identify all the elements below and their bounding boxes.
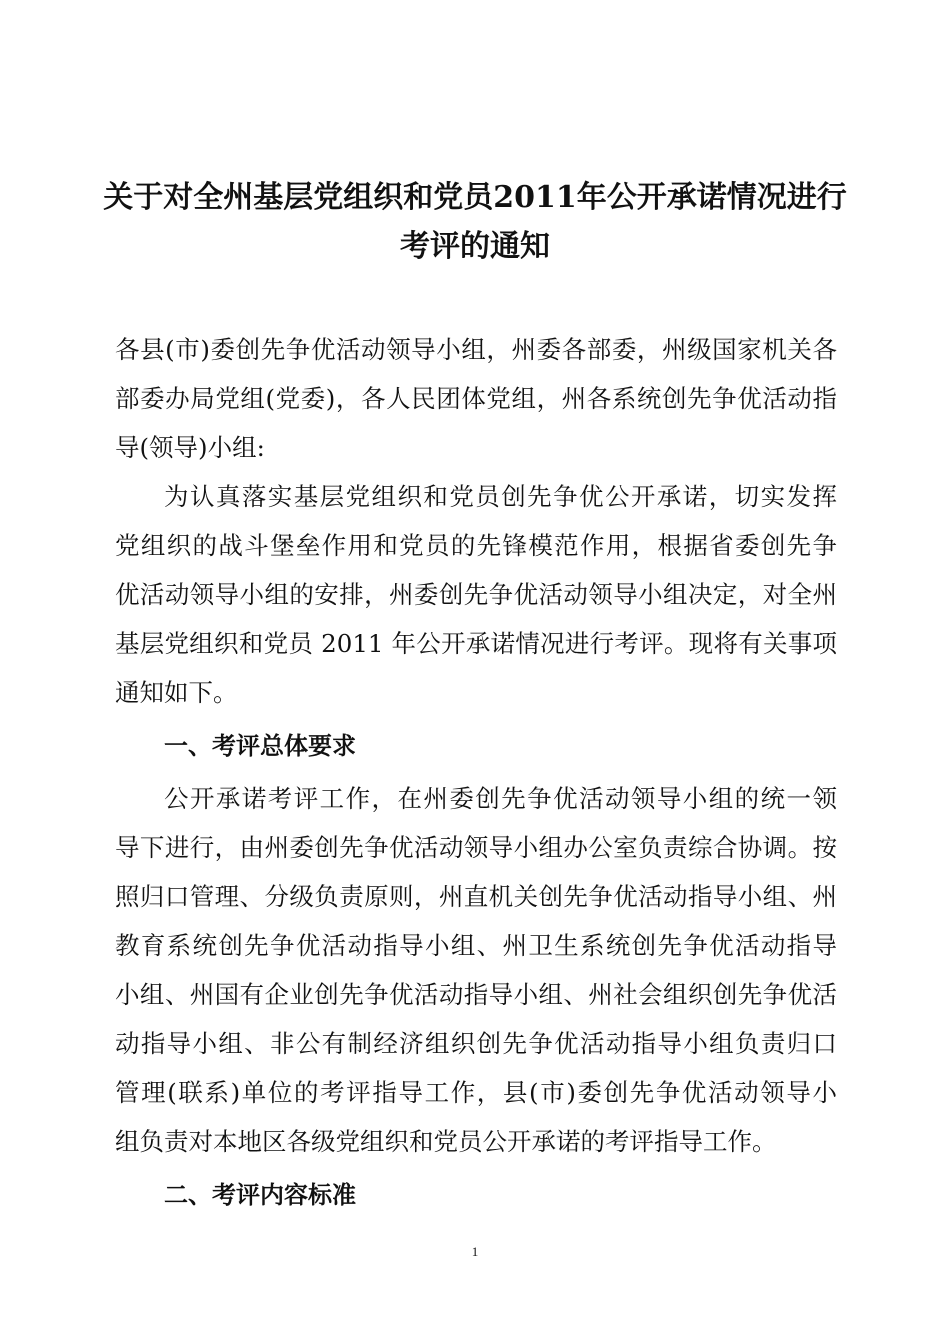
paragraph-line: 优活动领导小组的安排，州委创先争优活动领导小组决定，对全州 xyxy=(115,580,837,609)
paragraph-line: 为认真落实基层党组织和党员创先争优公开承诺，切实发挥 xyxy=(164,482,837,511)
paragraph-line: 动指导小组、非公有制经济组织创先争优活动指导小组负责归口 xyxy=(115,1029,837,1058)
paragraph-line: 教育系统创先争优活动指导小组、州卫生系统创先争优活动指导 xyxy=(115,931,837,960)
document-title-line-2: 考评的通知 xyxy=(400,229,550,264)
paragraph-line: 照归口管理、分级负责原则，州直机关创先争优活动指导小组、州 xyxy=(115,882,837,911)
paragraph-line: 公开承诺考评工作，在州委创先争优活动领导小组的统一领 xyxy=(164,784,837,813)
paragraph-line: 管理(联系)单位的考评指导工作，县(市)委创先争优活动领导小 xyxy=(115,1078,837,1107)
document-title-line-1: 关于对全州基层党组织和党员2011年公开承诺情况进行 xyxy=(103,180,847,215)
section-heading-1: 一、考评总体要求 xyxy=(164,732,356,760)
paragraph-line: 党组织的战斗堡垒作用和党员的先锋模范作用，根据省委创先争 xyxy=(115,531,837,560)
paragraph-line: 基层党组织和党员 2011 年公开承诺情况进行考评。现将有关事项 xyxy=(115,629,837,658)
paragraph-line: 小组、州国有企业创先争优活动指导小组、州社会组织创先争优活 xyxy=(115,980,837,1009)
salutation-line: 部委办局党组(党委)，各人民团体党组，州各系统创先争优活动指 xyxy=(115,384,837,413)
paragraph-line: 导下进行，由州委创先争优活动领导小组办公室负责综合协调。按 xyxy=(115,833,837,862)
salutation-line: 各县(市)委创先争优活动领导小组，州委各部委，州级国家机关各 xyxy=(115,335,837,364)
salutation-line: 导(领导)小组: xyxy=(115,433,265,462)
paragraph-line: 通知如下。 xyxy=(115,678,238,707)
section-heading-2: 二、考评内容标准 xyxy=(164,1181,356,1209)
paragraph-line: 组负责对本地区各级党组织和党员公开承诺的考评指导工作。 xyxy=(115,1127,777,1156)
page-number: 1 xyxy=(471,1244,479,1259)
